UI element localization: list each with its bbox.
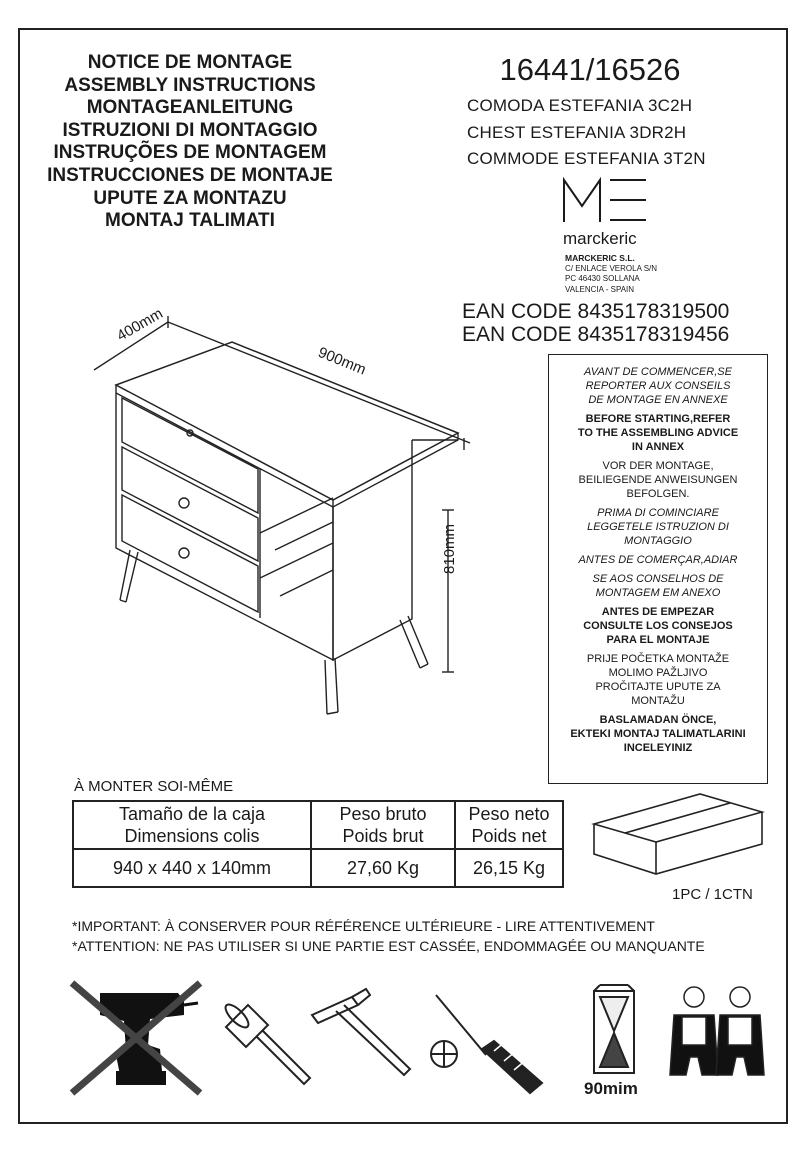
address-line: VALENCIA - SPAIN: [565, 284, 635, 294]
advice-line: CONSULTE LOS CONSEJOS: [583, 620, 733, 632]
carton-box-icon: [590, 790, 770, 880]
advice-line: IN ANNEX: [631, 441, 685, 453]
advice-group: [549, 652, 767, 708]
model-number: 16441/16526: [499, 52, 681, 87]
advice-line: BEFOLGEN.: [626, 488, 690, 500]
advice-group: [549, 572, 767, 600]
advice-line: PROČITAJTE UPUTE ZA: [595, 681, 721, 693]
gross-weight-header: Peso bruto Poids brut: [311, 801, 455, 849]
title-line: INSTRUCCIONES DE MONTAJE: [47, 164, 333, 186]
brand-name: marckeric: [563, 229, 637, 248]
assembly-advice-box: [548, 354, 768, 784]
height-label: 810mm: [441, 523, 458, 574]
chest-drawing: [80, 300, 480, 730]
rubber-mallet-icon: [222, 1001, 310, 1084]
advice-line: BASLAMADAN ÖNCE,: [599, 714, 717, 726]
assembly-time: 90mim: [584, 1079, 638, 1098]
advice-line: ANTES DE COMERÇAR,ADIAR: [578, 554, 738, 566]
hourglass-icon: [594, 985, 634, 1073]
advice-line: MOLIMO PAŽLJIVO: [608, 667, 708, 679]
title-line: INSTRUÇÕES DE MONTAGEM: [53, 142, 327, 164]
advice-line: ANTES DE EMPEZAR: [601, 606, 715, 618]
advice-line: PARA EL MONTAJE: [606, 634, 710, 646]
advice-group: [549, 412, 767, 454]
address-line: C/ ENLACE VEROLA S/N: [565, 263, 658, 273]
advice-line: LEGGETELE ISTRUZION DI: [587, 521, 729, 533]
pieces-per-carton: 1PC / 1CTN: [672, 886, 753, 903]
box-dimensions-header: Tamaño de la caja Dimensions colis: [73, 801, 311, 849]
advice-line: BEFORE STARTING,REFER: [585, 413, 731, 425]
self-assembly-note: À MONTER SOI-MÊME: [74, 778, 234, 795]
two-persons-icon: [670, 987, 764, 1075]
advice-line: INCELEYINIZ: [623, 742, 693, 754]
packaging-table: [72, 800, 564, 888]
advice-line: SE AOS CONSELHOS DE: [592, 573, 724, 585]
depth-label: 400mm: [114, 304, 166, 345]
title-line: ISTRUZIONI DI MONTAGGIO: [62, 119, 318, 141]
brand-logo-icon: [560, 176, 650, 224]
advice-line: MONTAŽU: [631, 695, 685, 707]
title-line: MONTAGEANLEITUNG: [86, 97, 294, 119]
tools-strip: [0, 975, 808, 1115]
advice-line: DE MONTAGE EN ANNEXE: [588, 394, 728, 406]
advice-line: MONTAGGIO: [624, 535, 692, 547]
product-name: COMMODE ESTEFANIA 3T2N: [467, 149, 706, 168]
no-drill-icon: [72, 983, 200, 1093]
advice-line: EKTEKI MONTAJ TALIMATLARINI: [570, 728, 746, 740]
advice-line: BEILIEGENDE ANWEISUNGEN: [578, 474, 738, 486]
address-line: MARCKERIC S.L.: [565, 253, 635, 263]
advice-line: PRIJE POČETKA MONTAŽE: [586, 653, 730, 665]
title-line: MONTAJ TALIMATI: [105, 210, 275, 232]
advice-group: [549, 459, 767, 501]
gross-weight-value: 27,60 Kg: [311, 849, 455, 887]
advice-group: [549, 713, 767, 755]
phillips-screwdriver-icon: [431, 995, 542, 1093]
product-name: CHEST ESTEFANIA 3DR2H: [467, 123, 687, 142]
advice-line: TO THE ASSEMBLING ADVICE: [577, 427, 739, 439]
advice-line: AVANT DE COMMENCER,SE: [584, 366, 732, 378]
ean-code: EAN CODE 8435178319456: [462, 323, 730, 346]
advice-group: [549, 605, 767, 647]
company-address: [565, 253, 657, 295]
width-dim-line: [168, 322, 470, 443]
net-weight-header: Peso neto Poids net: [455, 801, 563, 849]
title-line: NOTICE DE MONTAGE: [87, 52, 293, 73]
warning-line: *IMPORTANT: À CONSERVER POUR RÉFÉRENCE ULTÉRIEURE - LIRE ATTENTIVEMENT: [72, 918, 655, 934]
warning-line: *ATTENTION: NE PAS UTILISER SI UNE PARTIE EST CASSÉE, ENDOMMAGÉE OU MANQUANTE: [72, 938, 705, 954]
advice-group: [549, 506, 767, 548]
box-dimensions-value: 940 x 440 x 140mm: [73, 849, 311, 887]
advice-line: VOR DER MONTAGE,: [602, 460, 714, 472]
hammer-icon: [312, 989, 410, 1075]
advice-group: [549, 365, 767, 407]
product-name: COMODA ESTEFANIA 3C2H: [467, 96, 693, 115]
ean-code: EAN CODE 8435178319500: [462, 300, 730, 323]
title-line: UPUTE ZA MONTAZU: [93, 187, 287, 209]
advice-group: [549, 553, 767, 567]
width-label: 900mm: [315, 344, 369, 379]
title-block: [30, 52, 350, 233]
advice-line: MONTAGEM EM ANEXO: [595, 587, 721, 599]
advice-line: PRIMA DI COMINCIARE: [597, 507, 719, 519]
address-line: PC 46430 SOLLANA: [565, 274, 640, 283]
advice-line: REPORTER AUX CONSEILS: [585, 380, 731, 392]
net-weight-value: 26,15 Kg: [455, 849, 563, 887]
title-line: ASSEMBLY INSTRUCTIONS: [64, 74, 316, 96]
